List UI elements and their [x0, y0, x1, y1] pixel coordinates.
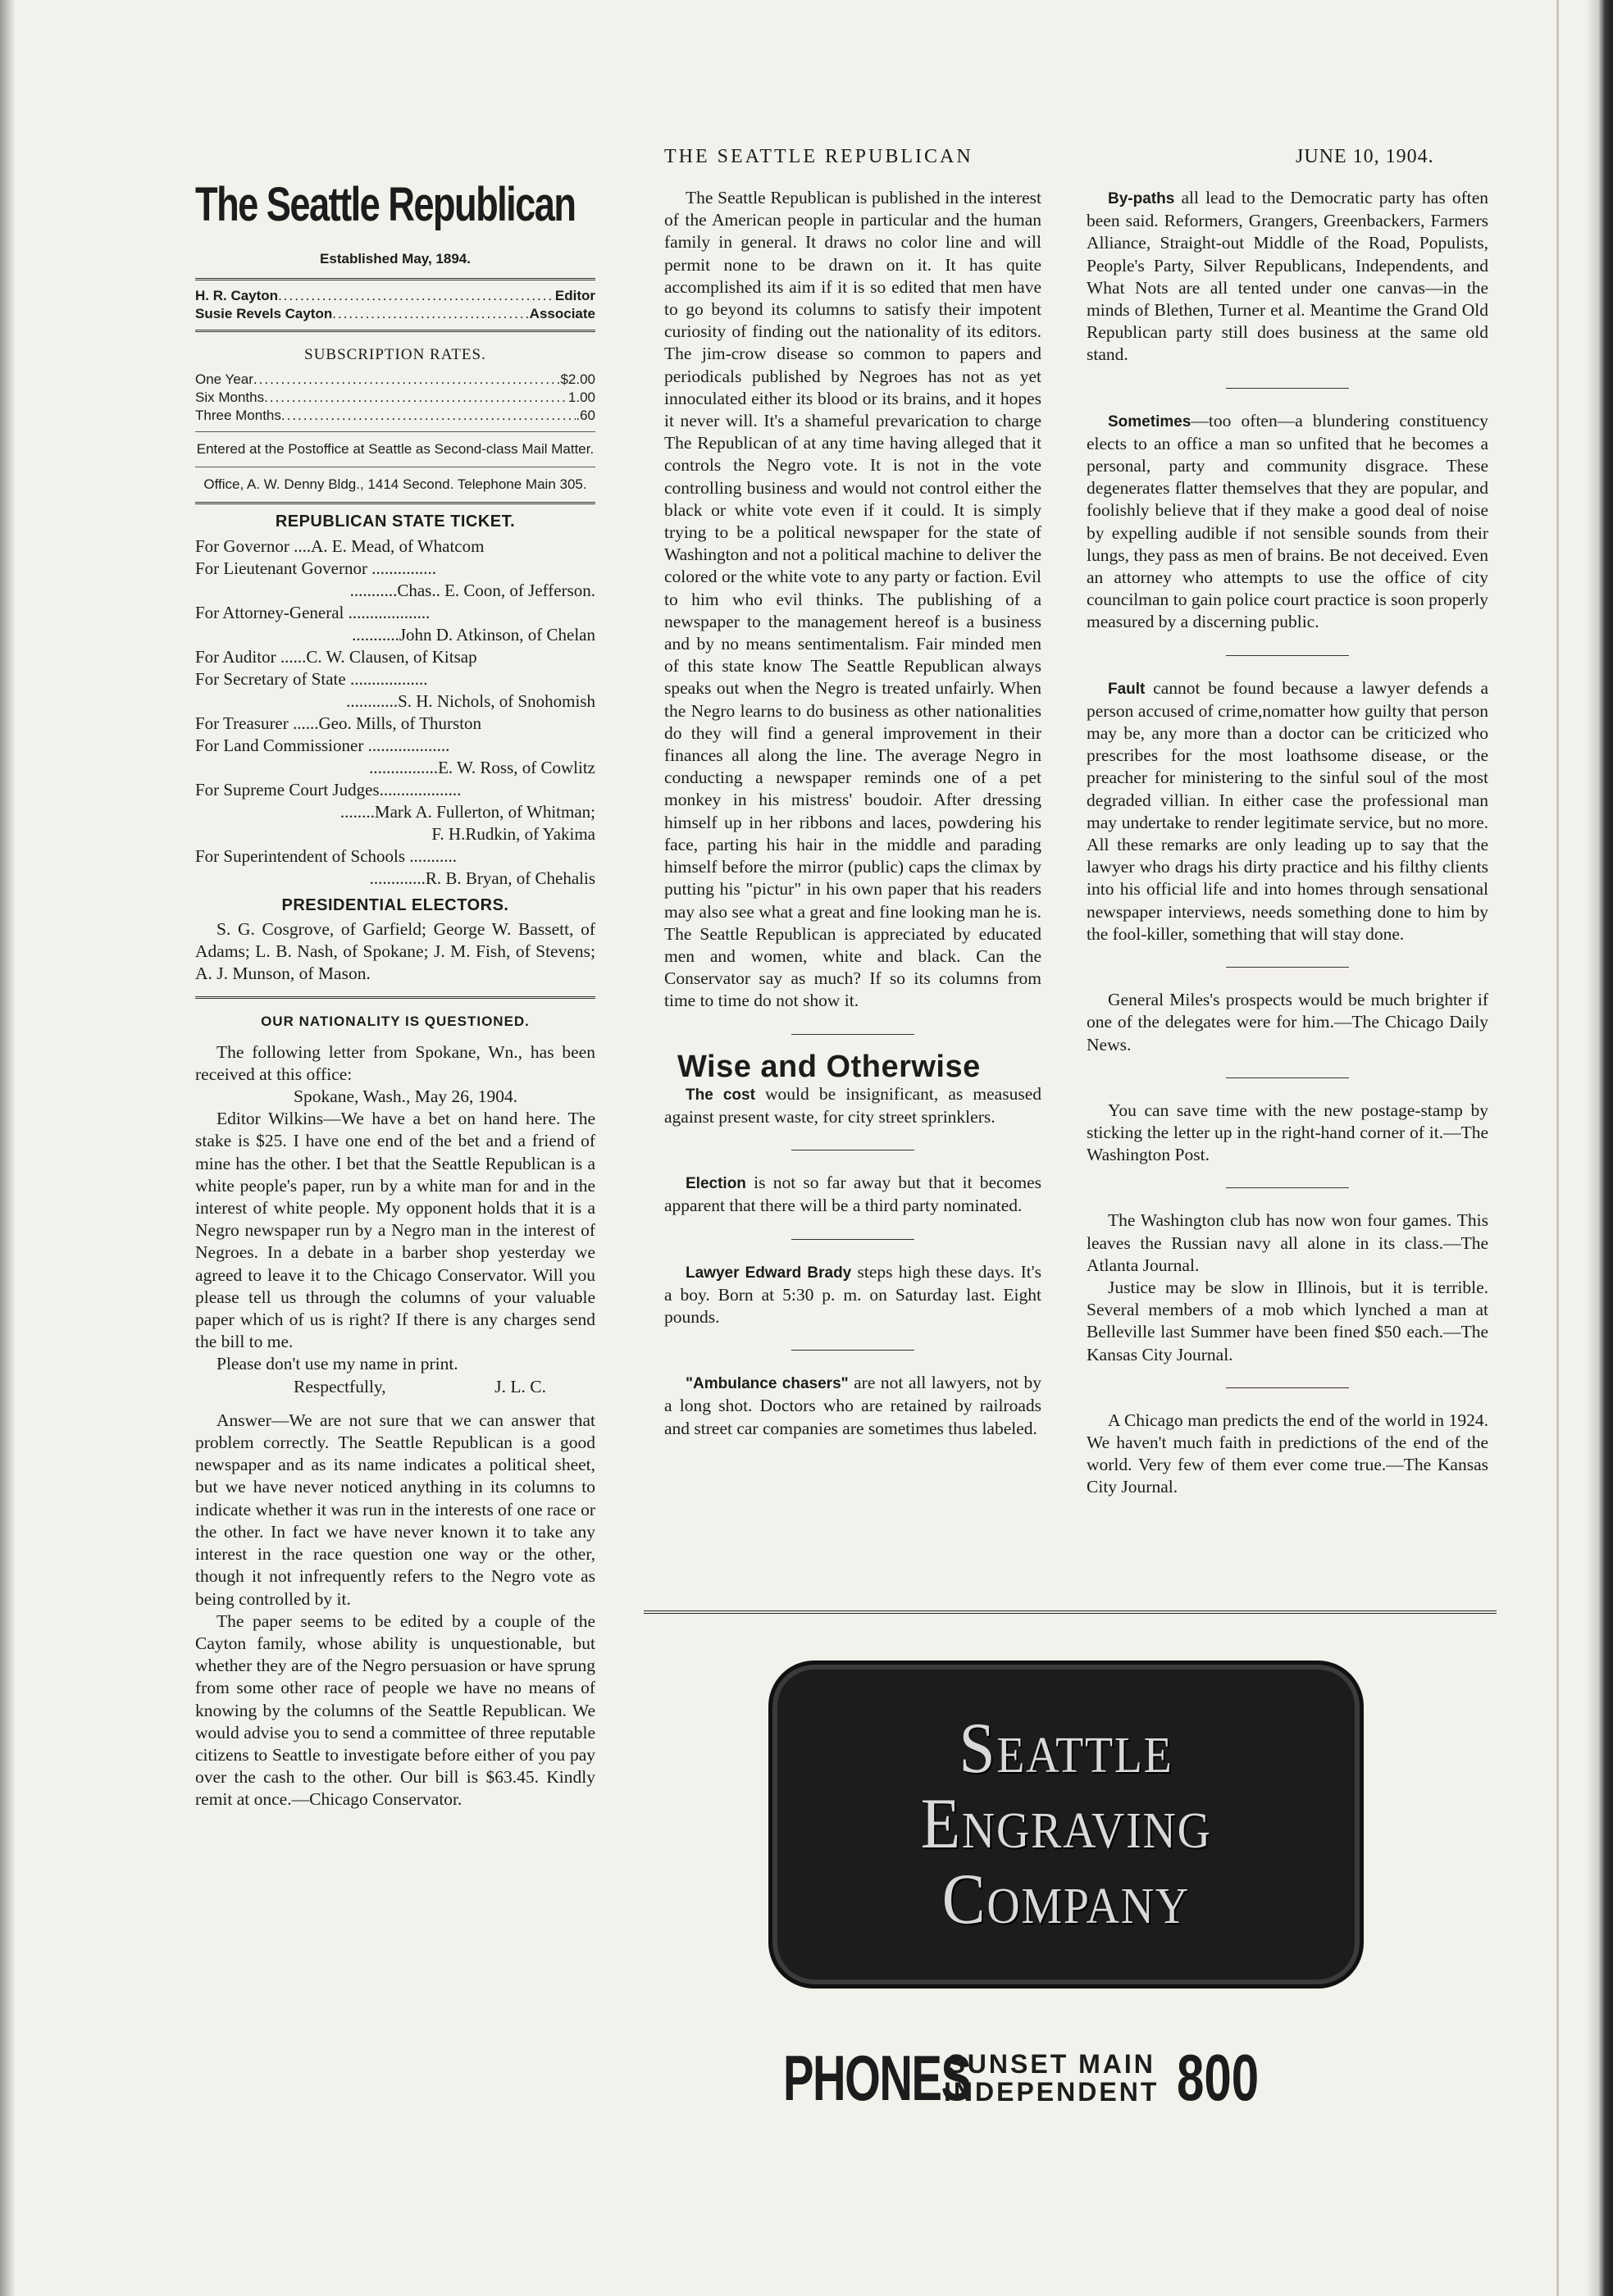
ticket-line: For Treasurer ......Geo. Mills, of Thurston: [195, 713, 482, 733]
divider: [791, 1239, 914, 1240]
divider: [195, 996, 595, 999]
ticket-list: [195, 535, 595, 890]
phone-number: 800: [1177, 2041, 1260, 2114]
nationality-heading: OUR NATIONALITY IS QUESTIONED.: [261, 1014, 530, 1030]
ticket-line: ...........Chas.. E. Coon, of Jefferson.: [349, 580, 595, 600]
divider: [791, 1350, 914, 1351]
ticket-line: For Supreme Court Judges...................: [195, 779, 462, 800]
editorial-paragraph: The Seattle Republican is published in the interest of the American people in particular and the human family in general. It draws no color line and will permit none to be drawn on it. It has quite accomplished its aim if it is so edited that men have to go beyond its columns to satisfy their impotent curiosity of finding out the nationality of its editors. The jim-crow disease so common to papers and periodicals published by Negroes has not as yet innoculated either its blood or its brains, and it hopes it never will. It's a shameful prevarication to charge The Republican of at any time having alleged that it controls the Negro vote. It is not in the vote controlling business and would not control either the black or white vote even if it could. It is simply trying to be a political newspaper for the state of Washington and not a political machine to deliver the colored or the white vote to any party or faction. Evil to him who evil thinks. The publishing of a newspaper to the management hereof is a business and by no means sentimentalism. Fair minded men of this state know The Seattle Republican always speaks out when the Negro is treated unfairly. When the Negro learns to do business as other nationalities do they will find a general improvement in their finances all along the line. The average Negro in conducting a newspaper reminds one of a pet monkey in his mistress' boudoir. After dressing himself up in her ribbons and laces, powdering his face, parting his hair in the middle and parading himself before the mirror (public) caps the climax by putting his "pictur" in his own paper that his readers may also see what a great and fine looking man he is. The Seattle Republican is appreciated by educated men and women, white and black. Can the Conservator say as much? If so its columns from time to time do not show it.: [664, 188, 1041, 1011]
ad-line-seattle: Seattle: [959, 1709, 1173, 1788]
postoffice-entry: Entered at the Postoffice at Seattle as Second-class Mail Matter.: [196, 441, 595, 458]
running-head: THE SEATTLE REPUBLICAN: [664, 146, 973, 167]
rate-row: Three Months ..... .60: [195, 407, 595, 425]
phone-exchanges: SUNSET MAIN INDEPENDENT: [944, 2049, 1160, 2107]
cayton-paragraph: The paper seems to be edited by a couple of the Cayton family, whose ability is unquestionable, but whether they are of the Negro persuasion or have sprung from some other race of people we have no means of knowing by the columns of the Seattle Republican. We would advise you to send a committee of three reputable citizens to Seattle to investigate before either of you pay over the cash to the other. Our bill is $63.45. Kindly remit at once.—Chicago Conservator.: [195, 1610, 595, 1810]
paragraph-item: Fault cannot be found because a lawyer defends a person accused of crime,nomatter how guilty that person may be, any more than a doctor can be criticized who prescribes for the most loathsome disease, or the preacher for ministering to the sinful soul of the most degraded villian. In either case the professional man may undertake to render legitimate service, but no more. All these remarks are only leading up to say that the lawyer who drags his dirty practice and his filthy clients into his official life and into homes through sensational newspaper interviews, needs something done to him by the fool-killer, something that will stay done.: [1087, 677, 1488, 944]
ticket-line: For Lieutenant Governor ...............: [195, 558, 436, 578]
ticket-line: ........Mark A. Fullerton, of Whitman;: [339, 801, 595, 822]
established-line: Established May, 1894.: [320, 251, 471, 266]
divider: [1226, 655, 1349, 656]
phones-line: [783, 2040, 1287, 2116]
staff-row: Susie Revels Cayton ..... Associate: [195, 305, 595, 323]
column-1: [195, 178, 595, 1811]
letter-body: Editor Wilkins—We have a bet on hand here. The stake is $25. I have one end of the bet and a friend of mine has the other. I bet that the Seattle Republican is a white people's paper, run by a white man for and in the interest of white people. My opponent holds that it is a Negro newspaper run by a Negro man in the interest of Negroes. In a debate in a barber shop yesterday we agreed to leave it to the Chicago Conservator. Will you please tell us through the columns of your valuable paper which of us is right? If there is any charges send the bill to me.: [195, 1109, 595, 1352]
letter-request: Please don't use my name in print.: [216, 1354, 458, 1374]
ticket-line: For Superintendent of Schools ...........: [195, 845, 458, 866]
divider: [195, 278, 595, 280]
quote-item: The Washington club has now won four games. This leaves the Russian navy all alone in its class.—The Atlanta Journal.: [1087, 1210, 1488, 1275]
answer-paragraph: Answer—We are not sure that we can answer that problem correctly. The Seattle Republican is a good newspaper and as its name indicates a political sheet, but we have never noticed anything in its columns to indicate whether it was run in the interests of one race or the other. In fact we have never known it to take any interest in the race question one way or the other, though it not infrequently refers to the Negro vote as being controlled by it.: [195, 1410, 595, 1609]
quote-item: A Chicago man predicts the end of the world in 1924. We haven't much faith in predictions of the end of the world. Very few of them ever come true.—The Kansas City Journal.: [1087, 1410, 1488, 1497]
staff-row: H. R. Cayton ..... Editor: [195, 287, 595, 305]
wise-item: Lawyer Edward Brady steps high these days. It's a boy. Born at 5:30 p. m. on Saturday last. Eight pounds.: [664, 1261, 1041, 1327]
divider: [195, 502, 595, 504]
page-edge-right: [1587, 0, 1613, 2296]
divider: [195, 330, 595, 332]
column-3: [1087, 187, 1488, 1499]
subscription-heading: SUBSCRIPTION RATES.: [304, 346, 486, 364]
rate-row: One Year ..... $2.00: [195, 371, 595, 389]
ticket-line: ................E. W. Ross, of Cowlitz: [369, 757, 595, 777]
running-date: JUNE 10, 1904.: [1296, 146, 1434, 167]
column-2: [664, 187, 1041, 1440]
divider: [1226, 388, 1349, 389]
ticket-line: ............S. H. Nichols, of Snohomish: [346, 690, 595, 711]
letter-dateline: Spokane, Wash., May 26, 1904.: [294, 1086, 518, 1107]
phones-label: PHONES: [783, 2041, 971, 2114]
divider: [1226, 1187, 1349, 1188]
quote-item: Justice may be slow in Illinois, but it is terrible. Several members of a mob which lynched a man at Belleville last Summer have been fined $50 each.—The Kansas City Journal.: [1087, 1277, 1488, 1364]
divider: [1226, 1387, 1349, 1388]
wise-item: The cost would be insignificant, as measused against present waste, for city street sprinklers.: [664, 1083, 1041, 1127]
masthead-title: The Seattle Republican: [195, 178, 576, 231]
ticket-line: For Attorney-General ...................: [195, 602, 431, 622]
paragraph-item: By-paths all lead to the Democratic party has often been said. Reformers, Grangers, Greenbackers, Farmers Alliance, Straight-out Middle of the Road, Populists, People's Party, Silver Republicans, Independents, and What Nots are all tented under one canvas—in the minds of Blethen, Turner et al. Meantime the Grand Old Republican party still does business at the same old stand.: [1087, 188, 1488, 365]
nationality-intro: The following letter from Spokane, Wn., has been received at this office:: [195, 1041, 595, 1084]
rate-row: Six Months ..... 1.00: [195, 389, 595, 407]
ticket-line: For Secretary of State ..................: [195, 668, 428, 689]
wise-heading: Wise and Otherwise: [677, 1049, 981, 1084]
ad-line-company: Company: [941, 1860, 1191, 1939]
ticket-line: For Governor ....A. E. Mead, of Whatcom: [195, 535, 485, 556]
ticket-line: F. H.Rudkin, of Yakima: [431, 823, 595, 844]
ad-line-engraving: Engraving: [920, 1784, 1212, 1864]
electors-text: S. G. Cosgrove, of Garfield; George W. Bassett, of Adams; L. B. Nash, of Spokane; J. M. Fish, of Stevens; A. J. Munson, of Mason.: [195, 918, 595, 984]
wise-item: Election is not so far away but that it becomes apparent that there will be a third party nominated.: [664, 1173, 1041, 1216]
office-address: Office, A. W. Denny Bldg., 1414 Second. Telephone Main 305.: [203, 476, 587, 493]
quote-item: You can save time with the new postage-stamp by sticking the letter up in the right-hand corner of it.—The Washington Post.: [1087, 1100, 1488, 1165]
page-fold-line: [1556, 0, 1559, 2296]
staff-list: [195, 287, 595, 323]
engraving-advertisement: [768, 1660, 1364, 1988]
paragraph-item: Sometimes—too often—a blundering constituency elects to an office a man so unfited that he becomes a personal, party and community disgrace. These degenerates flatter themselves that they are popular, and foolishly believe that if they make a good deal of noise by expelling audible if not sensible sounds from their lungs, they pass as men of brains. Be not deceived. Even an attorney who attempts to use the office of city councilman to gain police court practice is soon properly measured by a discerning public.: [1087, 410, 1488, 632]
divider: [791, 1034, 914, 1035]
divider: [195, 431, 595, 432]
ticket-line: .............R. B. Bryan, of Chehalis: [369, 868, 595, 888]
divider: [1226, 967, 1349, 968]
rates-list: [195, 371, 595, 425]
ticket-heading: REPUBLICAN STATE TICKET.: [275, 512, 516, 531]
ticket-line: For Land Commissioner ...................: [195, 735, 450, 755]
wise-item: "Ambulance chasers" are not all lawyers, not by a long shot. Doctors who are retained by railroads and street car companies are sometimes thus labeled.: [664, 1373, 1041, 1438]
advertisement-rule: [644, 1610, 1497, 1614]
divider: [1226, 1077, 1349, 1078]
quote-item: General Miles's prospects would be much brighter if one of the delegates were for him.—The Chicago Daily News.: [1087, 990, 1488, 1055]
page-gutter-left: [0, 0, 15, 2296]
ticket-line: For Auditor ......C. W. Clausen, of Kitsap: [195, 646, 477, 667]
electors-heading: PRESIDENTIAL ELECTORS.: [281, 895, 509, 914]
ticket-line: ...........John D. Atkinson, of Chelan: [352, 624, 595, 645]
letter-signature: Respectfully, J. L. C.: [294, 1376, 546, 1396]
